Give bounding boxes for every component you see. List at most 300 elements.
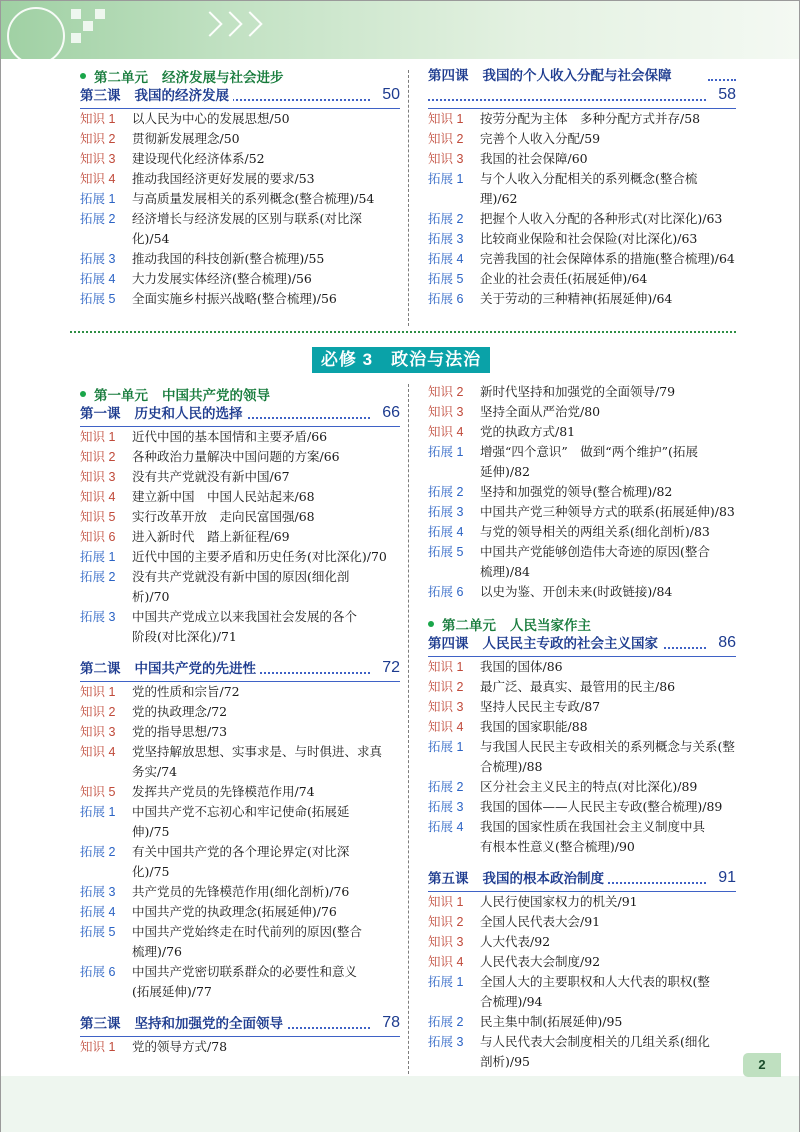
lesson-page: 72 <box>379 658 400 678</box>
toc-entry[interactable] <box>428 972 736 1012</box>
entry-tag: 拓展 4 <box>428 820 464 834</box>
entry-text-line: 有关中国共产党的各个理论界定(对比深 <box>132 844 350 859</box>
unit-label: 第一单元 <box>94 388 148 404</box>
entry-text-line: 析)/70 <box>132 589 170 604</box>
entry-text-line: 我国的社会保障/60 <box>480 151 588 166</box>
entry-list <box>428 657 736 857</box>
dot-leader <box>428 91 706 101</box>
entry-text-line: 伸)/75 <box>132 824 170 839</box>
toc-entry[interactable] <box>80 742 400 782</box>
decorative-circle-icon <box>7 7 65 65</box>
lesson-title: 我国的个人收入分配与社会保障 <box>482 68 672 84</box>
entry-tag: 知识 1 <box>80 430 116 444</box>
entry-text <box>132 902 400 922</box>
page-number: 2 <box>743 1053 781 1077</box>
entry-tag: 拓展 3 <box>80 885 116 899</box>
toc-entry[interactable] <box>428 149 736 169</box>
entry-text-line: 中国共产党不忘初心和牢记使命(拓展延 <box>132 804 350 819</box>
entry-tag: 拓展 4 <box>428 252 464 266</box>
toc-entry[interactable] <box>428 109 736 129</box>
unit-heading <box>80 384 400 404</box>
entry-tag: 知识 4 <box>80 172 116 186</box>
entry-text <box>480 892 736 912</box>
unit-label: 第二单元 <box>442 618 496 634</box>
entry-tag: 知识 2 <box>80 450 116 464</box>
entry-tag: 拓展 1 <box>428 172 464 186</box>
toc-entry[interactable] <box>428 717 736 737</box>
lesson-label: 第四课 <box>428 68 469 84</box>
entry-text-line: 梳理)/76 <box>132 944 182 959</box>
entry-list <box>80 109 400 309</box>
lesson-label: 第四课 <box>428 636 469 652</box>
entry-text-line: 增强“四个意识” 做到“两个维护”(拓展 <box>480 444 698 459</box>
entry-tag: 拓展 6 <box>428 292 464 306</box>
entry-text-line: 最广泛、最真实、最管用的民主/86 <box>480 679 676 694</box>
entry-text-line: 党的性质和宗旨/72 <box>132 684 240 699</box>
entry-tag: 知识 3 <box>80 152 116 166</box>
toc-entry[interactable] <box>428 382 736 402</box>
toc-entry[interactable] <box>428 777 736 797</box>
entry-text-line: 人民行使国家权力的机关/91 <box>480 894 638 909</box>
entry-text-line: 把握个人收入分配的各种形式(对比深化)/63 <box>480 211 723 226</box>
toc-entry[interactable] <box>428 737 736 777</box>
lesson-label: 第二课 <box>80 661 121 677</box>
entry-text-line: 没有共产党就没有新中国的原因(细化剖 <box>132 569 350 584</box>
entry-text <box>132 1037 400 1057</box>
entry-text-line: 人大代表/92 <box>480 934 551 949</box>
decorative-pixel <box>95 9 105 19</box>
entry-text-line: 没有共产党就没有新中国/67 <box>132 469 290 484</box>
entry-text <box>480 502 736 522</box>
toc-entry[interactable] <box>80 209 400 249</box>
entry-list <box>428 892 736 1072</box>
toc-entry[interactable] <box>428 482 736 502</box>
entry-text-line: 党的执政理念/72 <box>132 704 228 719</box>
lesson-page: 58 <box>715 85 736 105</box>
entry-tag: 拓展 2 <box>80 845 116 859</box>
unit-title: 中国共产党的领导 <box>162 388 270 404</box>
toc-column-bottom-right <box>428 382 736 1072</box>
toc-entry[interactable] <box>80 487 400 507</box>
entry-text <box>132 802 400 842</box>
entry-text-line: 全面实施乡村振兴战略(整合梳理)/56 <box>132 291 337 306</box>
entry-tag: 知识 4 <box>80 745 116 759</box>
entry-tag: 知识 1 <box>428 660 464 674</box>
entry-text-line: 企业的社会责任(拓展延伸)/64 <box>480 271 648 286</box>
entry-tag: 知识 3 <box>428 152 464 166</box>
toc-entry[interactable] <box>80 782 400 802</box>
entry-text-line: 新时代坚持和加强党的全面领导/79 <box>480 384 676 399</box>
dot-leader <box>708 71 736 81</box>
header-decoration <box>1 1 799 59</box>
entry-text-line: 各种政治力量解决中国问题的方案/66 <box>132 449 340 464</box>
entry-tag: 知识 2 <box>428 915 464 929</box>
entry-tag: 知识 4 <box>428 955 464 969</box>
entry-tag: 拓展 1 <box>80 805 116 819</box>
lesson-label: 第一课 <box>80 406 121 422</box>
entry-tag: 拓展 3 <box>428 1035 464 1049</box>
entry-text <box>132 742 400 782</box>
entry-text <box>132 547 400 567</box>
lesson-group-list <box>428 634 736 1072</box>
toc-entry[interactable] <box>428 1012 736 1032</box>
entry-text <box>480 442 736 482</box>
entry-text-line: 区分社会主义民主的特点(对比深化)/89 <box>480 779 698 794</box>
entry-tag: 拓展 1 <box>428 740 464 754</box>
toc-entry[interactable] <box>428 817 736 857</box>
decorative-pixel <box>71 33 81 43</box>
entry-text-line: 以史为鉴、开创未来(时政链接)/84 <box>480 584 673 599</box>
toc-entry[interactable] <box>80 507 400 527</box>
entry-text-line: 以人民为中心的发展思想/50 <box>132 111 290 126</box>
toc-entry[interactable] <box>80 467 400 487</box>
toc-entry[interactable] <box>428 229 736 249</box>
toc-entry[interactable] <box>80 607 400 647</box>
entry-text <box>132 722 400 742</box>
column-divider <box>408 384 409 1074</box>
bullet-icon <box>428 621 434 627</box>
toc-entry[interactable] <box>80 427 400 447</box>
entry-text <box>480 129 736 149</box>
entry-text <box>132 567 400 607</box>
entry-text <box>132 962 400 1002</box>
toc-entry[interactable] <box>80 882 400 902</box>
entry-text-line: 比较商业保险和社会保险(对比深化)/63 <box>480 231 698 246</box>
entry-tag: 知识 3 <box>80 725 116 739</box>
toc-entry[interactable] <box>80 249 400 269</box>
entry-text <box>132 427 400 447</box>
entry-text <box>132 129 400 149</box>
entry-text <box>480 109 736 129</box>
entry-text <box>480 229 736 249</box>
toc-entry[interactable] <box>80 129 400 149</box>
entry-tag: 拓展 3 <box>80 252 116 266</box>
entry-text <box>132 447 400 467</box>
entry-tag: 知识 1 <box>428 112 464 126</box>
toc-entry[interactable] <box>80 289 400 309</box>
entry-text <box>480 657 736 677</box>
section-separator <box>70 331 736 333</box>
entry-text <box>132 269 400 289</box>
entry-text-line: 与个人收入分配相关的系列概念(整合梳 <box>480 171 698 186</box>
entry-tag: 知识 2 <box>428 680 464 694</box>
toc-entry[interactable] <box>80 842 400 882</box>
entry-tag: 拓展 2 <box>80 570 116 584</box>
toc-entry[interactable] <box>80 922 400 962</box>
toc-entry[interactable] <box>428 697 736 717</box>
entry-text <box>480 717 736 737</box>
toc-entry[interactable] <box>80 149 400 169</box>
entry-text-line: 完善我国的社会保障体系的措施(整合梳理)/64 <box>480 251 735 266</box>
entry-text-line: 阶段(对比深化)/71 <box>132 629 237 644</box>
entry-tag: 知识 1 <box>80 685 116 699</box>
lesson-page: 86 <box>715 633 736 653</box>
entry-text <box>480 817 736 857</box>
entry-tag: 知识 3 <box>80 470 116 484</box>
entry-text <box>132 882 400 902</box>
toc-entry[interactable] <box>428 522 736 542</box>
lesson-heading-continued <box>428 86 736 109</box>
entry-tag: 拓展 5 <box>428 272 464 286</box>
entry-text-line: 与党的领导相关的两组关系(细化剖析)/83 <box>480 524 710 539</box>
entry-text <box>480 542 736 582</box>
toc-column-bottom-left <box>80 384 400 1057</box>
entry-text <box>132 487 400 507</box>
entry-text-line: 与高质量发展相关的系列概念(整合梳理)/54 <box>132 191 375 206</box>
toc-entry[interactable] <box>80 682 400 702</box>
entry-text <box>132 507 400 527</box>
entry-text-line: 全国人民代表大会/91 <box>480 914 601 929</box>
lesson-group-list <box>80 404 400 1057</box>
entry-tag: 拓展 1 <box>80 192 116 206</box>
entry-text <box>480 1032 736 1072</box>
entry-list <box>80 1037 400 1057</box>
entry-tag: 拓展 5 <box>80 292 116 306</box>
entry-list <box>428 382 736 602</box>
toc-entry[interactable] <box>428 502 736 522</box>
entry-text-line: 经济增长与经济发展的区别与联系(对比深 <box>132 211 362 226</box>
entry-text <box>480 697 736 717</box>
entry-tag: 拓展 2 <box>80 212 116 226</box>
entry-list <box>80 427 400 647</box>
entry-tag: 拓展 2 <box>428 212 464 226</box>
entry-tag: 知识 4 <box>428 425 464 439</box>
entry-tag: 拓展 2 <box>428 485 464 499</box>
toc-entry[interactable] <box>80 722 400 742</box>
lesson-label: 第五课 <box>428 871 469 887</box>
entry-text-line: 梳理)/84 <box>480 564 530 579</box>
entry-text-line: 党的指导思想/73 <box>132 724 228 739</box>
entry-text-line: 推动我国的科技创新(整合梳理)/55 <box>132 251 325 266</box>
toc-entry[interactable] <box>428 542 736 582</box>
entry-tag: 拓展 4 <box>80 905 116 919</box>
lesson-page: 50 <box>379 85 400 105</box>
lesson-title: 历史和人民的选择 <box>134 406 243 422</box>
lesson-title: 人民民主专政的社会主义国家 <box>482 636 658 652</box>
entry-tag: 知识 6 <box>80 530 116 544</box>
entry-text-line: 发挥共产党员的先锋模范作用/74 <box>132 784 315 799</box>
entry-list <box>80 682 400 1002</box>
lesson-heading[interactable] <box>80 86 400 109</box>
entry-text <box>132 189 400 209</box>
entry-text-line: 中国共产党三种领导方式的联系(拓展延伸)/83 <box>480 504 735 519</box>
entry-tag: 拓展 3 <box>428 800 464 814</box>
entry-text-line: 人民代表大会制度/92 <box>480 954 601 969</box>
toc-entry[interactable] <box>80 702 400 722</box>
entry-text-line: 中国共产党密切联系群众的必要性和意义 <box>132 964 358 979</box>
entry-text-line: 进入新时代 踏上新征程/69 <box>132 529 290 544</box>
lesson-heading[interactable] <box>428 66 736 86</box>
entry-tag: 拓展 3 <box>428 505 464 519</box>
unit-heading <box>80 66 400 86</box>
entry-text-line: 剖析)/95 <box>480 1054 530 1069</box>
toc-entry[interactable] <box>80 1037 400 1057</box>
toc-entry[interactable] <box>80 169 400 189</box>
toc-entry[interactable] <box>80 567 400 607</box>
entry-text <box>132 249 400 269</box>
toc-entry[interactable] <box>428 1032 736 1072</box>
toc-entry[interactable] <box>428 582 736 602</box>
toc-entry[interactable] <box>80 802 400 842</box>
entry-text <box>480 209 736 229</box>
entry-text <box>480 797 736 817</box>
toc-entry[interactable] <box>80 269 400 289</box>
lesson-title: 我国的经济发展 <box>134 88 229 104</box>
entry-tag: 拓展 6 <box>428 585 464 599</box>
lesson-page: 91 <box>715 868 736 888</box>
entry-text-line: 化)/75 <box>132 864 170 879</box>
toc-entry[interactable] <box>428 892 736 912</box>
entry-text-line: 党的执政方式/81 <box>480 424 576 439</box>
toc-entry[interactable] <box>80 902 400 922</box>
entry-tag: 知识 2 <box>80 132 116 146</box>
entry-text-line: 共产党员的先锋模范作用(细化剖析)/76 <box>132 884 350 899</box>
entry-text-line: 我国的国家职能/88 <box>480 719 588 734</box>
toc-entry[interactable] <box>428 269 736 289</box>
entry-text <box>480 382 736 402</box>
entry-tag: 知识 3 <box>428 935 464 949</box>
entry-text <box>480 972 736 1012</box>
lesson-title: 我国的根本政治制度 <box>482 871 604 887</box>
entry-tag: 知识 5 <box>80 785 116 799</box>
toc-entry[interactable] <box>428 677 736 697</box>
entry-tag: 拓展 5 <box>428 545 464 559</box>
entry-tag: 知识 4 <box>80 490 116 504</box>
entry-text <box>480 582 736 602</box>
entry-text-line: 有根本性意义(整合梳理)/90 <box>480 839 635 854</box>
toc-entry[interactable] <box>80 962 400 1002</box>
toc-entry[interactable] <box>80 189 400 209</box>
unit-title: 经济发展与社会进步 <box>162 70 284 86</box>
entry-list <box>428 109 736 309</box>
entry-text-line: 延伸)/82 <box>480 464 530 479</box>
entry-text <box>480 149 736 169</box>
entry-text-line: 完善个人收入分配/59 <box>480 131 601 146</box>
footer-decoration <box>1 1076 799 1132</box>
toc-column-top-left <box>80 66 400 309</box>
entry-text <box>480 402 736 422</box>
entry-text-line: (拓展延伸)/77 <box>132 984 212 999</box>
entry-text-line: 中国共产党能够创造伟大奇迹的原因(整合 <box>480 544 710 559</box>
entry-text <box>480 932 736 952</box>
lesson-heading[interactable] <box>80 404 400 427</box>
entry-text-line: 与人民代表大会制度相关的几组关系(细化 <box>480 1034 710 1049</box>
lesson-heading[interactable] <box>80 1014 400 1037</box>
toc-entry[interactable] <box>428 249 736 269</box>
lesson-heading[interactable] <box>428 869 736 892</box>
entry-tag: 拓展 3 <box>428 232 464 246</box>
entry-tag: 知识 3 <box>428 405 464 419</box>
entry-tag: 知识 1 <box>428 895 464 909</box>
entry-text <box>132 702 400 722</box>
entry-tag: 拓展 1 <box>80 550 116 564</box>
toc-entry[interactable] <box>80 109 400 129</box>
entry-text-line: 建设现代化经济体系/52 <box>132 151 265 166</box>
toc-entry[interactable] <box>428 209 736 229</box>
entry-tag: 拓展 6 <box>80 965 116 979</box>
lesson-heading[interactable] <box>80 659 400 682</box>
lesson-heading[interactable] <box>428 634 736 657</box>
entry-text <box>132 109 400 129</box>
entry-text <box>480 169 736 209</box>
column-divider <box>408 70 409 326</box>
decorative-pixel <box>71 9 81 19</box>
toc-entry[interactable] <box>428 402 736 422</box>
entry-text-line: 坚持和加强党的领导(整合梳理)/82 <box>480 484 673 499</box>
entry-text <box>132 527 400 547</box>
entry-tag: 拓展 4 <box>428 525 464 539</box>
entry-tag: 拓展 2 <box>428 780 464 794</box>
entry-text-line: 中国共产党的执政理念(拓展延伸)/76 <box>132 904 337 919</box>
entry-text-line: 合梳理)/94 <box>480 994 543 1009</box>
toc-entry[interactable] <box>428 289 736 309</box>
entry-text-line: 近代中国的基本国情和主要矛盾/66 <box>132 429 328 444</box>
unit-title: 人民当家作主 <box>510 618 591 634</box>
entry-text <box>132 169 400 189</box>
toc-entry[interactable] <box>428 442 736 482</box>
entry-tag: 知识 1 <box>80 112 116 126</box>
section-banner: 必修 3 政治与法治 <box>312 347 490 373</box>
entry-tag: 知识 4 <box>428 720 464 734</box>
entry-text <box>132 607 400 647</box>
entry-text <box>132 842 400 882</box>
entry-text-line: 中国共产党始终走在时代前列的原因(整合 <box>132 924 362 939</box>
toc-entry[interactable] <box>428 422 736 442</box>
entry-tag: 知识 2 <box>80 705 116 719</box>
toc-entry[interactable] <box>428 129 736 149</box>
entry-text <box>480 737 736 777</box>
unit-label: 第二单元 <box>94 70 148 86</box>
toc-entry[interactable] <box>428 952 736 972</box>
toc-entry[interactable] <box>428 657 736 677</box>
entry-text-line: 坚持全面从严治党/80 <box>480 404 601 419</box>
entry-text <box>132 209 400 249</box>
entry-text-line: 我国的国体——人民民主专政(整合梳理)/89 <box>480 799 723 814</box>
entry-text <box>132 782 400 802</box>
toc-entry[interactable] <box>80 547 400 567</box>
entry-text-line: 务实/74 <box>132 764 178 779</box>
entry-text-line: 建立新中国 中国人民站起来/68 <box>132 489 315 504</box>
toc-entry[interactable] <box>428 932 736 952</box>
toc-entry[interactable] <box>80 527 400 547</box>
toc-entry[interactable] <box>428 797 736 817</box>
entry-text <box>480 522 736 542</box>
lesson-label: 第三课 <box>80 1016 121 1032</box>
entry-text <box>480 1012 736 1032</box>
entry-tag: 知识 5 <box>80 510 116 524</box>
entry-text-line: 实行改革开放 走向民富国强/68 <box>132 509 315 524</box>
entry-text-line: 中国共产党成立以来我国社会发展的各个 <box>132 609 358 624</box>
entry-text-line: 党的领导方式/78 <box>132 1039 228 1054</box>
entry-text <box>480 912 736 932</box>
toc-entry[interactable] <box>80 447 400 467</box>
entry-text-line: 推动我国经济更好发展的要求/53 <box>132 171 315 186</box>
entry-text-line: 党坚持解放思想、实事求是、与时俱进、求真 <box>132 744 383 759</box>
toc-entry[interactable] <box>428 912 736 932</box>
entry-text-line: 与我国人民民主专政相关的系列概念与关系(整 <box>480 739 735 754</box>
entry-tag: 拓展 1 <box>428 445 464 459</box>
lesson-page: 78 <box>379 1013 400 1033</box>
lesson-page: 66 <box>379 403 400 423</box>
entry-tag: 知识 2 <box>428 132 464 146</box>
toc-column-top-right <box>428 66 736 309</box>
toc-entry[interactable] <box>428 169 736 209</box>
entry-text-line: 大力发展实体经济(整合梳理)/56 <box>132 271 312 286</box>
entry-text-line: 合梳理)/88 <box>480 759 543 774</box>
entry-tag: 拓展 4 <box>80 272 116 286</box>
entry-text-line: 关于劳动的三种精神(拓展延伸)/64 <box>480 291 673 306</box>
lesson-title: 中国共产党的先进性 <box>134 661 256 677</box>
